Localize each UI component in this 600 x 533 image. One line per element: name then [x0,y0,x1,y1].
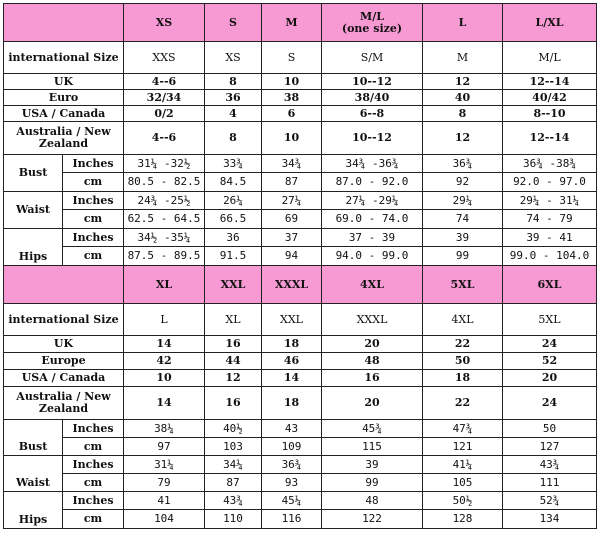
row-label: Euro [4,90,124,106]
unit-label: Inches [63,420,124,438]
row-bust-cm-top [4,173,597,192]
unit-label: cm [63,247,124,266]
cell: 4--6 [124,122,205,155]
row-hips-inches-top [4,229,597,247]
cell: 27¼ -29¼ [322,192,423,210]
unit-label: Inches [63,456,124,474]
cell: 34¾ -36¾ [322,155,423,173]
group-label-bust: Bust [4,420,63,456]
cell: 18 [423,370,503,387]
cell: 10--12 [322,122,423,155]
cell: 97 [124,438,205,456]
cell: 79 [124,474,205,492]
row-label: Australia / New Zealand [4,387,124,420]
cell: 105 [423,474,503,492]
cell: 20 [503,370,597,387]
row-label: UK [4,336,124,353]
cell: 48 [322,353,423,370]
cell: 45¾ [322,420,423,438]
cell: 43¾ [205,492,262,510]
row-waist-cm-top [4,210,597,229]
unit-label: cm [63,510,124,529]
cell: 99 [322,474,423,492]
cell: 16 [322,370,423,387]
cell: 80.5 - 82.5 [124,173,205,192]
cell: 34¼ [205,456,262,474]
cell: 69 [262,210,322,229]
cell: 43 [262,420,322,438]
size-header: L/XL [503,4,597,42]
row-hips-cm-bottom [4,510,597,529]
cell: XS [205,42,262,74]
size-header: XL [124,266,205,304]
cell: 37 - 39 [322,229,423,247]
group-label-waist: Waist [4,456,63,492]
cell: 92 [423,173,503,192]
cell: 93 [262,474,322,492]
group-label-hips: Hips [4,229,63,266]
cell: 127 [503,438,597,456]
cell: 46 [262,353,322,370]
row-bust-inches-bottom [4,420,597,438]
size-header: 4XL [322,266,423,304]
cell: 27¼ [262,192,322,210]
cell: 8 [205,122,262,155]
cell: 84.5 [205,173,262,192]
row-label: Europe [4,353,124,370]
unit-label: Inches [63,192,124,210]
size-header: 6XL [503,266,597,304]
cell: 12--14 [503,74,597,90]
cell: 34¾ [262,155,322,173]
size-header: L [423,4,503,42]
cell: 40 [423,90,503,106]
size-header: 5XL [423,266,503,304]
cell: 10 [124,370,205,387]
row-uk-top [4,74,597,90]
cell: 38 [262,90,322,106]
cell: 45¼ [262,492,322,510]
cell: 41 [124,492,205,510]
cell: 36¾ -38¾ [503,155,597,173]
cell: 20 [322,387,423,420]
cell: 12--14 [503,122,597,155]
cell: 52 [503,353,597,370]
row-label: UK [4,74,124,90]
cell: 87.0 - 92.0 [322,173,423,192]
cell: 50½ [423,492,503,510]
cell: 16 [205,336,262,353]
row-europe-bottom [4,353,597,370]
cell: XXL [262,304,322,336]
cell: 104 [124,510,205,529]
size-header: XXXL [262,266,322,304]
row-uk-bottom [4,336,597,353]
cell: S [262,42,322,74]
row-label: Australia / New Zealand [4,122,124,155]
cell: 22 [423,336,503,353]
group-label-hips: Hips [4,492,63,529]
cell: 8--10 [503,106,597,122]
cell: 20 [322,336,423,353]
group-label-waist: Waist [4,192,63,229]
size-header: S [205,4,262,42]
cell: 121 [423,438,503,456]
cell: 24¾ -25½ [124,192,205,210]
row-label: USA / Canada [4,370,124,387]
cell: 40½ [205,420,262,438]
cell: 50 [503,420,597,438]
cell: 103 [205,438,262,456]
cell: 31¼ [124,456,205,474]
cell: 34½ -35¼ [124,229,205,247]
row-hips-cm-top [4,247,597,266]
cell: 42 [124,353,205,370]
cell: 24 [503,387,597,420]
cell: 26¼ [205,192,262,210]
row-euro-top [4,90,597,106]
unit-label: cm [63,210,124,229]
cell: 24 [503,336,597,353]
cell: 48 [322,492,423,510]
size-header: XXL [205,266,262,304]
cell: 6--8 [322,106,423,122]
cell: 36¾ [423,155,503,173]
cell: 14 [124,336,205,353]
cell: 52¾ [503,492,597,510]
cell: 8 [205,74,262,90]
cell: 74 - 79 [503,210,597,229]
cell: 22 [423,387,503,420]
cell: 10 [262,74,322,90]
cell: 12 [423,74,503,90]
cell: 128 [423,510,503,529]
cell: 29¼ - 31¼ [503,192,597,210]
cell: 32/34 [124,90,205,106]
cell: 87 [262,173,322,192]
row-bust-inches-top [4,155,597,173]
cell: XXXL [322,304,423,336]
cell: 41¼ [423,456,503,474]
row-waist-cm-bottom [4,474,597,492]
cell: 94 [262,247,322,266]
cell: 10--12 [322,74,423,90]
cell: 36¾ [262,456,322,474]
cell: 74 [423,210,503,229]
row-label: international Size [4,42,124,74]
row-waist-inches-bottom [4,456,597,474]
cell: 14 [124,387,205,420]
cell: XXS [124,42,205,74]
cell: 5XL [503,304,597,336]
cell: 62.5 - 64.5 [124,210,205,229]
cell: 39 - 41 [503,229,597,247]
unit-label: Inches [63,229,124,247]
cell: 6 [262,106,322,122]
cell: 31¼ -32½ [124,155,205,173]
cell: S/M [322,42,423,74]
row-international-bottom [4,304,597,336]
cell: M/L [503,42,597,74]
unit-label: cm [63,173,124,192]
row-international-top [4,42,597,74]
cell: 87.5 - 89.5 [124,247,205,266]
cell: 18 [262,387,322,420]
cell: 134 [503,510,597,529]
cell: 10 [262,122,322,155]
cell: 39 [322,456,423,474]
cell: 47¾ [423,420,503,438]
cell: 8 [423,106,503,122]
cell: 39 [423,229,503,247]
cell: 109 [262,438,322,456]
cell: M [423,42,503,74]
cell: 38¼ [124,420,205,438]
row-bust-cm-bottom [4,438,597,456]
cell: 43¾ [503,456,597,474]
size-chart-table [3,3,597,529]
unit-label: cm [63,474,124,492]
row-label: international Size [4,304,124,336]
cell: 18 [262,336,322,353]
size-header: XS [124,4,205,42]
cell: 115 [322,438,423,456]
header-blank-cell [4,4,124,42]
cell: 66.5 [205,210,262,229]
size-header: M [262,4,322,42]
cell: 4XL [423,304,503,336]
cell: 4--6 [124,74,205,90]
cell: 12 [423,122,503,155]
row-australia-bottom [4,387,597,420]
header-row-top [4,4,597,42]
unit-label: cm [63,438,124,456]
cell: 99.0 - 104.0 [503,247,597,266]
cell: 92.0 - 97.0 [503,173,597,192]
cell: 111 [503,474,597,492]
cell: 29¼ [423,192,503,210]
cell: 38/40 [322,90,423,106]
cell: 87 [205,474,262,492]
cell: 99 [423,247,503,266]
group-label-bust: Bust [4,155,63,192]
cell: 122 [322,510,423,529]
cell: L [124,304,205,336]
cell: 16 [205,387,262,420]
cell: 91.5 [205,247,262,266]
cell: 40/42 [503,90,597,106]
cell: 33¾ [205,155,262,173]
unit-label: Inches [63,492,124,510]
row-usa-bottom [4,370,597,387]
cell: 12 [205,370,262,387]
cell: 50 [423,353,503,370]
size-header: M/L (one size) [322,4,423,42]
cell: 36 [205,229,262,247]
cell: 36 [205,90,262,106]
cell: 0/2 [124,106,205,122]
cell: 69.0 - 74.0 [322,210,423,229]
unit-label: Inches [63,155,124,173]
row-waist-inches-top [4,192,597,210]
cell: 14 [262,370,322,387]
cell: 110 [205,510,262,529]
cell: 94.0 - 99.0 [322,247,423,266]
header-blank-cell [4,266,124,304]
cell: 37 [262,229,322,247]
cell: 4 [205,106,262,122]
row-label: USA / Canada [4,106,124,122]
row-usa-top [4,106,597,122]
header-row-bottom [4,266,597,304]
cell: 44 [205,353,262,370]
cell: XL [205,304,262,336]
row-hips-inches-bottom [4,492,597,510]
cell: 116 [262,510,322,529]
row-australia-top [4,122,597,155]
